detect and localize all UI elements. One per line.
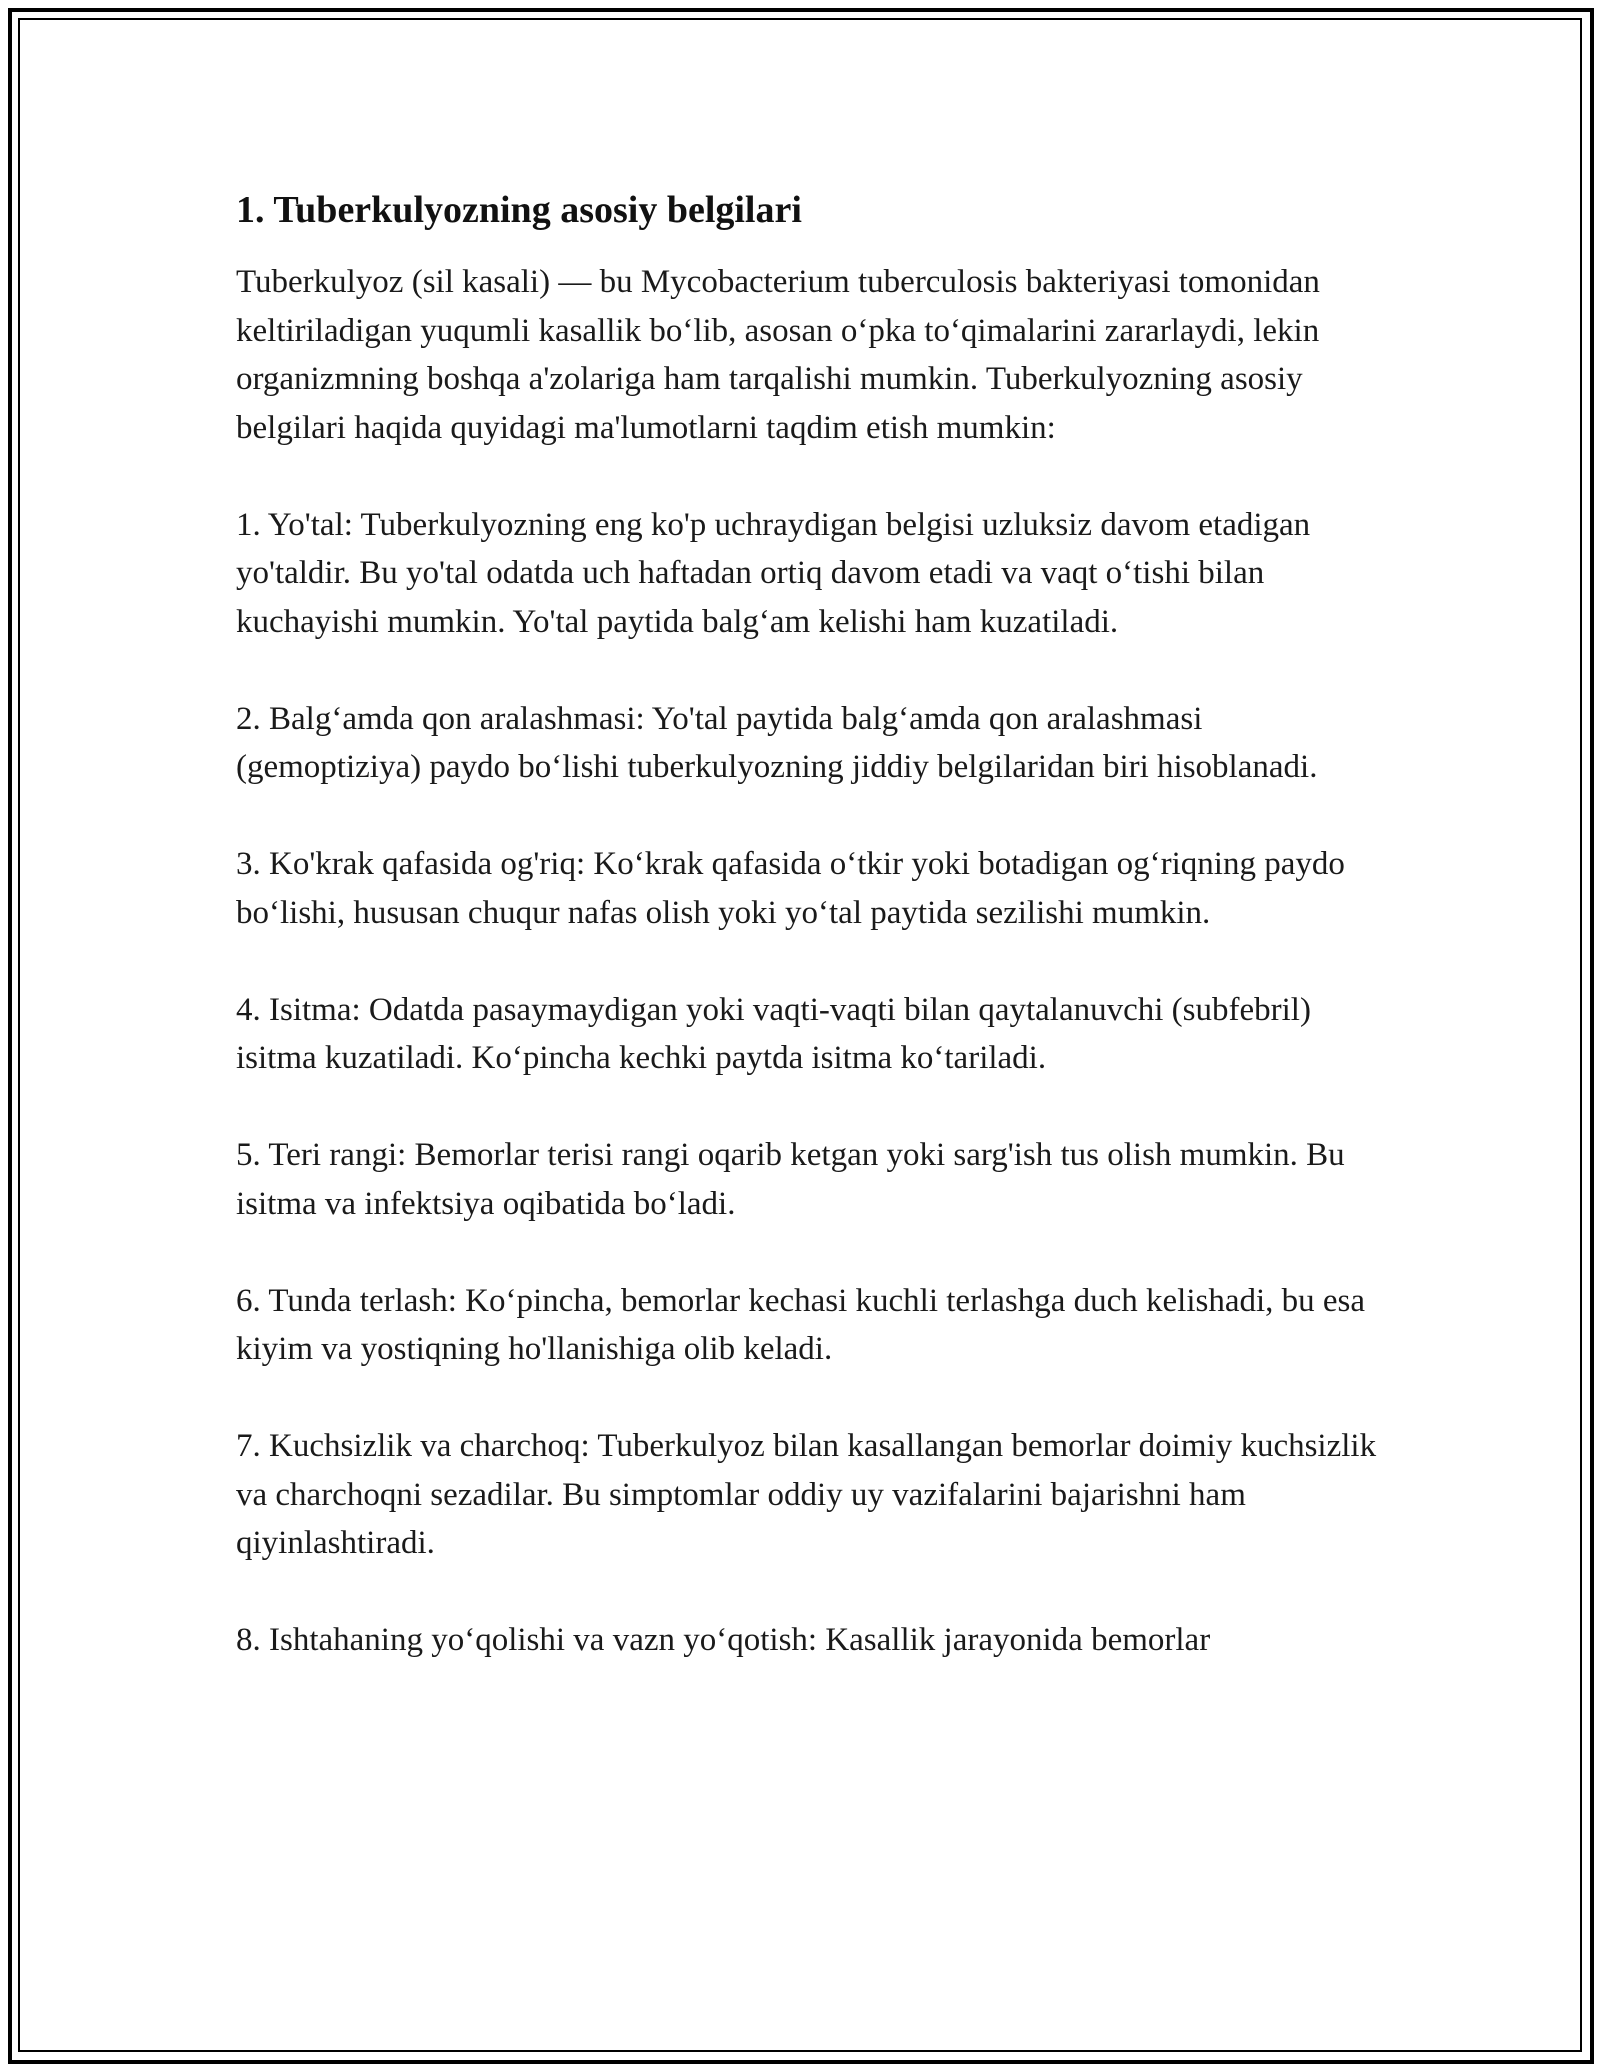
document-body [236, 186, 1386, 1713]
symptom-item-fever: 4. Isitma: Odatda pasaymaydigan yoki vaqti-vaqti bilan qaytalanuvchi (subfebril) isitma kuzatiladi. Ko‘pincha kechki paytda isitma ko‘tariladi. [236, 991, 1311, 1076]
symptom-item-appetite-weight-loss: 8. Ishtahaning yo‘qolishi va vazn yo‘qotish: Kasallik jarayonida bemorlar [236, 1622, 1211, 1658]
intro-paragraph: Tuberkulyoz (sil kasali) — bu Mycobacterium tuberculosis bakteriyasi tomonidan keltiriladigan yuqumli kasallik bo‘lib, asosan o‘pka to‘qimalarini zararlaydi, lekin organizmning boshqa a'zolariga ham tarqalishi mumkin. Tuberkulyozning asosiy belgilari haqida quyidagi ma'lumotlarni taqdim etish mumkin: [236, 264, 1320, 446]
symptom-item-weakness-fatigue: 7. Kuchsizlik va charchoq: Tuberkulyoz bilan kasallangan bemorlar doimiy kuchsizlik va charchoqni sezadilar. Bu simptomlar oddiy uy vazifalarini bajarishni ham qiyinlashtiradi. [236, 1428, 1377, 1561]
symptom-item-night-sweats: 6. Tunda terlash: Ko‘pincha, bemorlar kechasi kuchli terlashga duch kelishadi, bu esa kiyim va yostiqning ho'llanishiga olib keladi. [236, 1282, 1366, 1367]
symptom-item-cough: 1. Yo'tal: Tuberkulyozning eng ko'p uchraydigan belgisi uzluksiz davom etadigan yo'taldir. Bu yo'tal odatda uch haftadan ortiq davom etadi va vaqt o‘tishi bilan kuchayishi mumkin. Yo'tal paytida balg‘am kelishi ham kuzatiladi. [236, 506, 1311, 640]
symptom-item-skin-color: 5. Teri rangi: Bemorlar terisi rangi oqarib ketgan yoki sarg'ish tus olish mumkin. Bu isitma va infektsiya oqibatida bo‘ladi. [236, 1137, 1345, 1222]
symptom-item-blood-in-sputum: 2. Balg‘amda qon aralashmasi: Yo'tal paytida balg‘amda qon aralashmasi (gemoptiziya) paydo bo‘lishi tuberkulyozning jiddiy belgilaridan biri hisoblanadi. [236, 700, 1318, 785]
page-title: 1. Tuberkulyozning asosiy belgilari [236, 189, 802, 231]
symptom-item-chest-pain: 3. Ko'krak qafasida og'riq: Ko‘krak qafasida o‘tkir yoki botadigan og‘riqning paydo bo‘lishi, hususan chuqur nafas olish yoki yo‘tal paytida sezilishi mumkin. [236, 846, 1345, 931]
